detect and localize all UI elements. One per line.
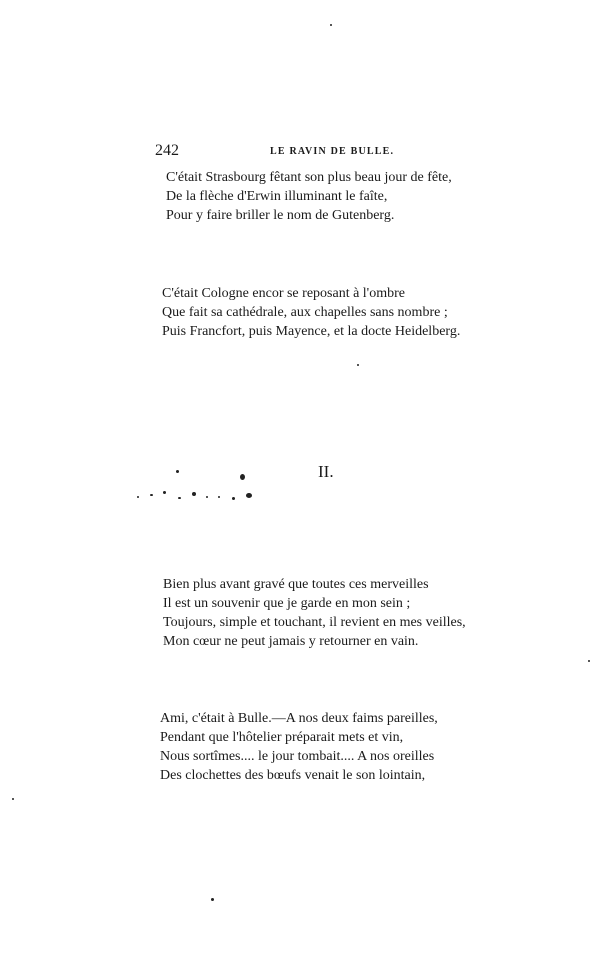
ink-speck	[192, 492, 196, 496]
verse-line: C'était Strasbourg fêtant son plus beau jour de fête,	[166, 170, 452, 185]
ink-speck	[137, 496, 139, 498]
verse-line: Il est un souvenir que je garde en mon sein ;	[163, 596, 411, 611]
ink-speck	[240, 474, 245, 480]
ink-speck	[12, 798, 14, 800]
stanza-3	[163, 575, 466, 651]
ink-speck	[150, 494, 153, 496]
verse-line: Mon cœur ne peut jamais y retourner en vain.	[163, 634, 419, 649]
verse-line: Que fait sa cathédrale, aux chapelles sans nombre ;	[162, 305, 448, 320]
verse-line: Des clochettes des bœufs venait le son lointain,	[160, 768, 426, 783]
ink-speck	[330, 24, 332, 26]
ink-speck	[211, 898, 214, 901]
stanza-2	[162, 284, 460, 341]
ink-speck	[246, 493, 252, 498]
verse-line: Pour y faire briller le nom de Gutenberg.	[166, 208, 395, 223]
ink-speck	[176, 470, 179, 473]
verse-line: C'était Cologne encor se reposant à l'ombre	[162, 286, 405, 301]
running-title: LE RAVIN DE BULLE.	[270, 146, 395, 157]
ink-speck	[178, 497, 181, 499]
page-header	[155, 142, 490, 162]
ink-speck	[357, 364, 359, 366]
verse-line: De la flèche d'Erwin illuminant le faîte,	[166, 189, 388, 204]
page-number: 242	[155, 142, 179, 159]
stanza-4	[160, 709, 438, 785]
ink-speck	[206, 496, 208, 498]
verse-line: Ami, c'était à Bulle.—A nos deux faims pareilles,	[160, 711, 438, 726]
verse-line: Puis Francfort, puis Mayence, et la docte Heidelberg.	[162, 324, 461, 339]
verse-line: Pendant que l'hôtelier préparait mets et vin,	[160, 730, 404, 745]
ink-speck	[218, 496, 220, 498]
verse-line: Nous sortîmes.... le jour tombait.... A nos oreilles	[160, 749, 435, 764]
verse-line: Toujours, simple et touchant, il revient en mes veilles,	[163, 615, 466, 630]
verse-line: Bien plus avant gravé que toutes ces merveilles	[163, 577, 429, 592]
section-heading: II.	[318, 462, 334, 481]
ink-speck	[163, 491, 166, 494]
ink-speck	[588, 660, 590, 662]
ink-speck	[232, 497, 235, 500]
stanza-1	[166, 168, 452, 225]
